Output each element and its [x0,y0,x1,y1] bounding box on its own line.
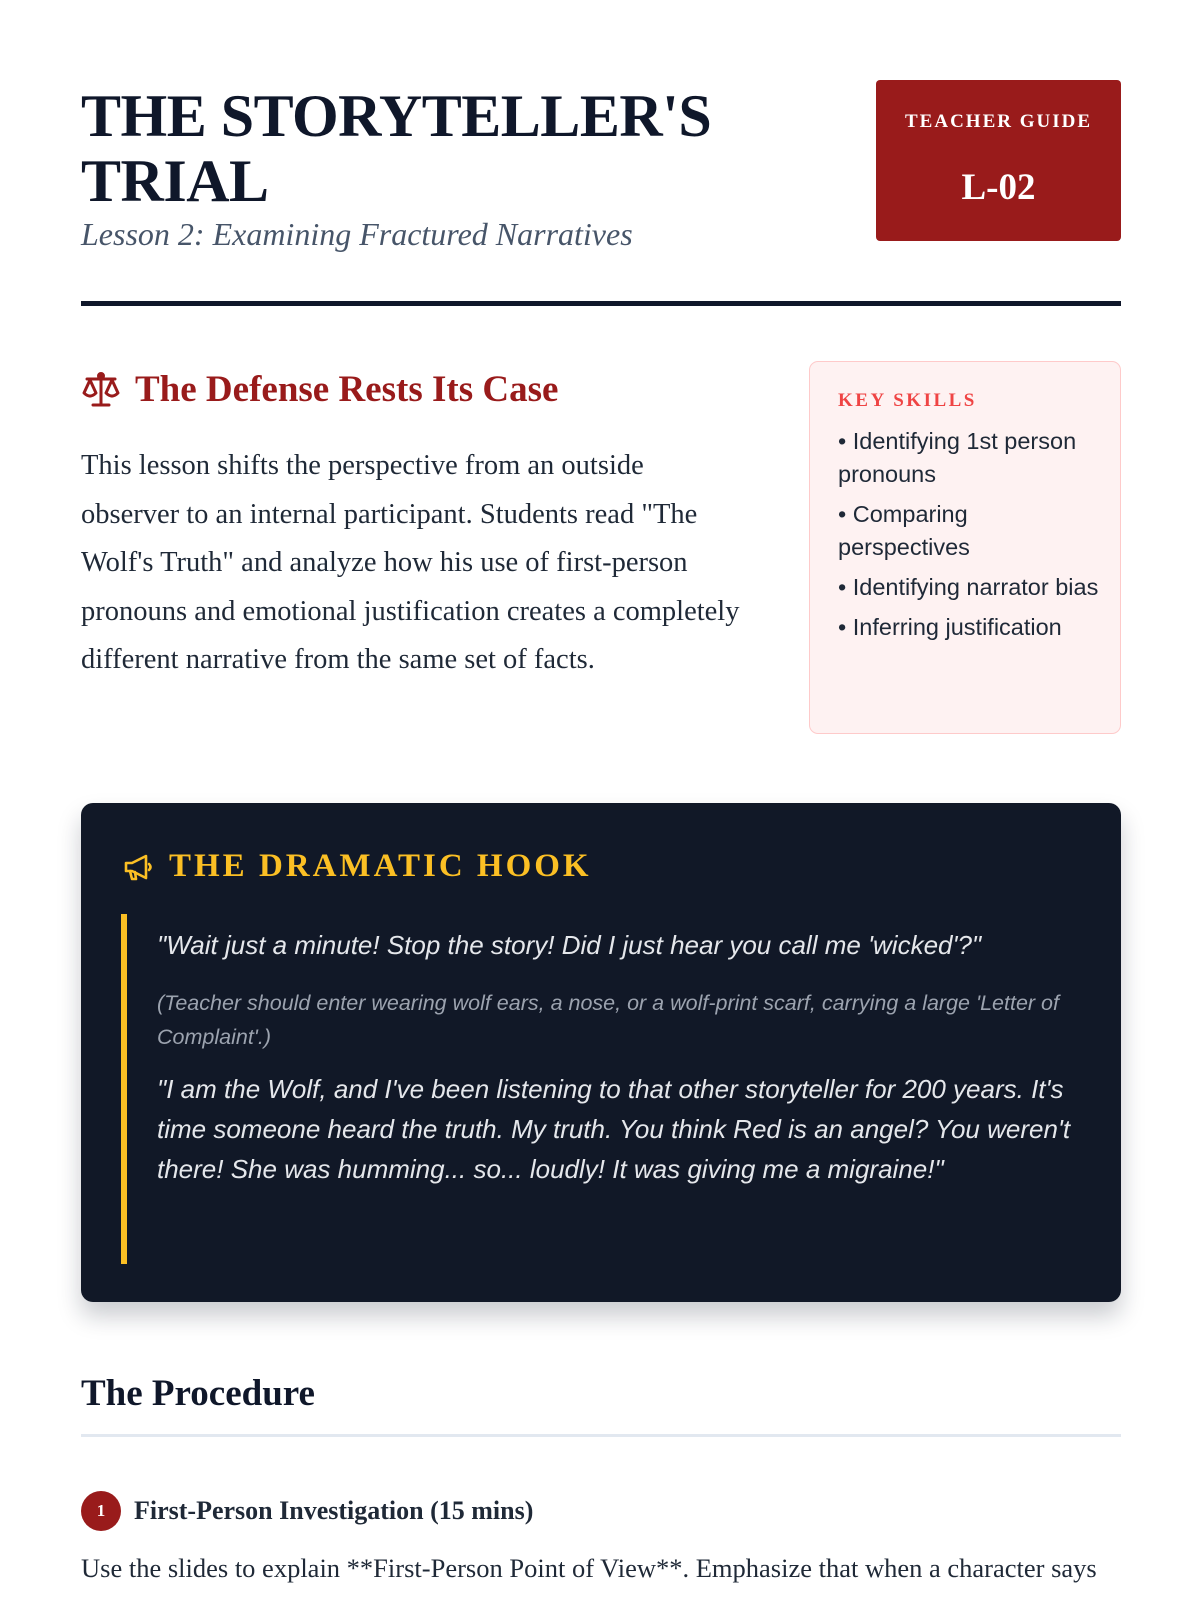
lesson-code: L-02 [961,167,1036,208]
stage-direction: (Teacher should enter wearing wolf ears, a nose, or a wolf-print scarf, carrying a large 'Letter of Complaint'.) [157,991,1059,1049]
megaphone-icon [122,851,154,883]
lesson-header [81,0,1121,306]
scales-icon [81,370,121,410]
page-title: THE STORYTELLER'S TRIAL [81,83,712,214]
hook-quote-opening: "Wait just a minute! Stop the story! Did I just hear you call me 'wicked'?" [157,930,982,960]
skill-item: • Identifying 1st person pronouns [838,428,1077,487]
step-number-badge: 1 [81,1491,121,1531]
skill-item: • Identifying narrator bias [838,574,1099,600]
hook-quote-block [121,914,1081,1264]
page [81,0,1121,804]
dramatic-hook-panel [81,803,1121,1302]
procedure-divider [81,1434,1121,1437]
section-heading-text: The Defense Rests Its Case [135,369,559,410]
hook-quote-main: "I am the Wolf, and I've been listening to that other storyteller for 200 years. It's time someone heard the truth. My truth. You think Red is an angel? You weren't there! She was humming... so... loudly! It was giving me a migraine!" [157,1074,1071,1184]
intro-paragraph: This lesson shifts the perspective from an outside observer to an internal participant. Students read "The Wolf's Truth" and analyze how his use of first-person pronouns and emotional justification creates a completely different narrative from the same set of facts. [81,450,740,675]
procedure-step [81,1491,533,1531]
step-title: First-Person Investigation (15 mins) [134,1496,534,1525]
key-skills-list [838,425,1100,644]
procedure-heading: The Procedure [81,1373,315,1414]
intro-section [81,306,1121,804]
section-heading [81,368,558,411]
key-skills-box [809,361,1121,734]
page-subtitle: Lesson 2: Examining Fractured Narratives [81,216,633,252]
skill-item: • Inferring justification [838,614,1062,640]
teacher-guide-badge [876,80,1121,241]
skill-item: • Comparing perspectives [838,501,970,560]
badge-label: TEACHER GUIDE [905,111,1092,132]
hook-heading [122,848,592,885]
step-body: Use the slides to explain **First-Person Point of View**. Emphasize that when a character says [81,1553,1097,1583]
hook-heading-text: THE DRAMATIC HOOK [169,848,592,884]
key-skills-title: KEY SKILLS [838,390,977,411]
